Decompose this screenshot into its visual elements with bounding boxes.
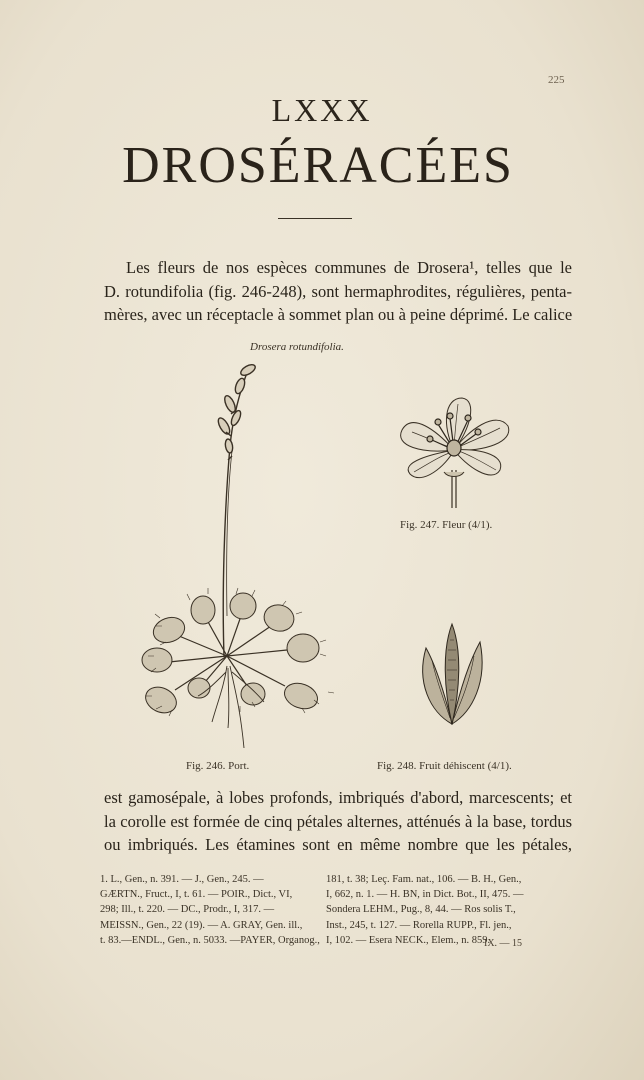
footnote-line: Sondera LEHM., Pug., 8, 44. — Ros solis T., xyxy=(326,904,516,916)
footnote-line: 298; Ill., t. 220. — DC., Prodr., I, 317. — xyxy=(100,904,275,916)
chapter-number: LXXX xyxy=(271,92,373,128)
footnote-line: GÆRTN., Fruct., I, t. 61. — POIR., Dict., VI, xyxy=(100,889,293,901)
body-line: est gamosépale, à lobes profonds, imbriqués d'abord, marcescents; et xyxy=(104,788,572,807)
chapter-title: DROSÉRACÉES xyxy=(122,137,514,194)
title-divider xyxy=(278,218,352,219)
body-line: la corolle est formée de cinq pétales alternes, atténués à la base, tordus xyxy=(104,811,572,831)
figure-title: Drosera rotundifolia. xyxy=(250,341,344,353)
continuation-paragraph xyxy=(104,786,572,857)
intro-line: mères, avec un réceptacle à sommet plan ou à peine déprimé. Le calice xyxy=(104,305,573,324)
footnote-line: 1. L., Gen., n. 391. — J., Gen., 245. — xyxy=(100,874,264,885)
intro-line: Les fleurs de nos espèces communes de Drosera¹, telles que le xyxy=(126,258,572,277)
plant-illustration xyxy=(132,356,342,756)
figure-247-caption: Fig. 247. Fleur (4/1). xyxy=(400,519,493,531)
body-line: ou imbriqués. Les étamines sont en même nombre que les pétales, xyxy=(104,835,572,854)
footnote-line: t. 83.—ENDL., Gen., n. 5033. —PAYER, Organog., xyxy=(100,934,320,946)
footnotes-left-column xyxy=(100,872,320,948)
footnote-line: MEISSN., Gen., 22 (19). — A. GRAY, Gen. ill., xyxy=(100,919,303,931)
footnote-line: I, 102. — Esera NECK., Elem., n. 859. xyxy=(326,934,491,946)
footnote-line: 181, t. 38; Leç. Fam. nat., 106. — B. H., Gen., xyxy=(326,874,522,885)
fruit-illustration xyxy=(414,620,490,732)
footnotes-right-column xyxy=(326,872,572,948)
signature-mark: IX. — 15 xyxy=(484,938,523,949)
footnote-line: Inst., 245, t. 127. — Rorella RUPP., Fl. jen., xyxy=(326,919,512,931)
page-number: 225 xyxy=(548,74,565,86)
intro-line: D. rotundifolia (fig. 246-248), sont hermaphrodites, régulières, penta- xyxy=(104,281,572,301)
figure-248-caption: Fig. 248. Fruit déhiscent (4/1). xyxy=(377,760,512,772)
figure-246-caption: Fig. 246. Port. xyxy=(186,760,250,772)
intro-paragraph xyxy=(104,256,572,327)
flower-illustration xyxy=(392,390,516,514)
footnote-line: I, 662, n. 1. — H. BN, in Dict. Bot., II, 475. — xyxy=(326,889,524,901)
